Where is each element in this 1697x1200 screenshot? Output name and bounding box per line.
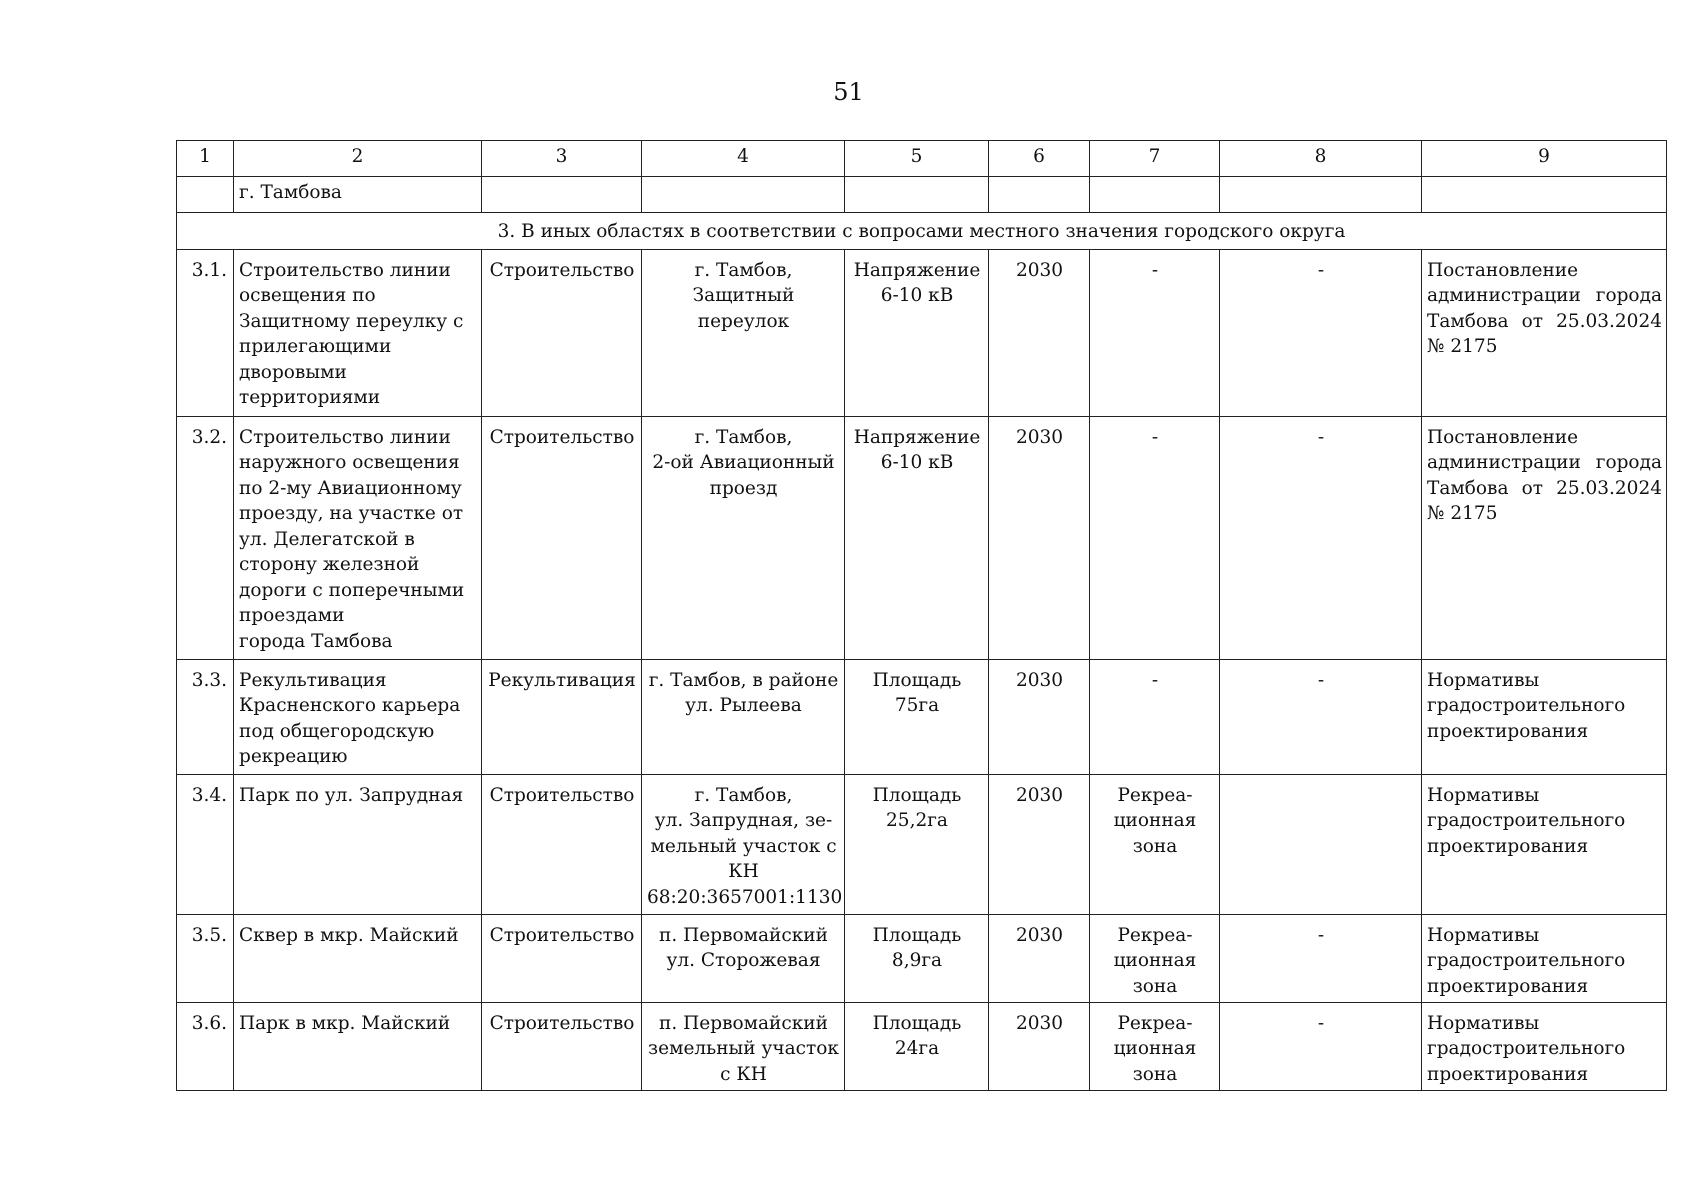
object-name-cell: г. Тамбова — [234, 177, 482, 213]
object-name-cell: Рекультивация Красненского карьера под общегородскую рекреацию — [234, 659, 482, 774]
empty-cell — [642, 177, 845, 213]
work-type-cell: Строительство — [482, 914, 642, 1002]
year-cell: 2030 — [989, 1002, 1090, 1090]
row-number-cell: 3.3. — [177, 659, 234, 774]
header-cell: 6 — [989, 141, 1090, 177]
characteristic-cell: Площадь 25,2га — [845, 774, 989, 914]
year-cell: 2030 — [989, 914, 1090, 1002]
column-8-cell: - — [1220, 659, 1422, 774]
table-row — [177, 1002, 1667, 1090]
column-8-cell — [1220, 774, 1422, 914]
year-cell: 2030 — [989, 249, 1090, 416]
page-number: 51 — [833, 78, 864, 106]
object-name-cell: Строительство линии наружного освещения по 2-му Авиационному проезду, на участке от ул. Делегатской в сторону железной дороги с поперечными проездами города Тамбова — [234, 416, 482, 659]
characteristic-cell: Площадь 75га — [845, 659, 989, 774]
work-type-cell: Строительство — [482, 249, 642, 416]
work-type-cell: Рекультивация — [482, 659, 642, 774]
empty-cell — [845, 177, 989, 213]
empty-cell — [1090, 177, 1220, 213]
row-number-cell: 3.1. — [177, 249, 234, 416]
section-title: 3. В иных областях в соответствии с вопросами местного значения городского округа — [177, 213, 1667, 250]
table-row — [177, 249, 1667, 416]
basis-cell: Нормативы градостроительного проектирования — [1422, 1002, 1667, 1090]
location-cell: г. Тамбов, 2-ой Авиационный проезд — [642, 416, 845, 659]
zone-cell: - — [1090, 249, 1220, 416]
location-cell: г. Тамбов, ул. Запрудная, зе- мельный участок с КН 68:20:3657001:1130 — [642, 774, 845, 914]
year-cell: 2030 — [989, 774, 1090, 914]
objects-table — [176, 140, 1667, 1091]
table-row — [177, 914, 1667, 1002]
header-cell: 3 — [482, 141, 642, 177]
empty-cell — [1422, 177, 1667, 213]
characteristic-cell: Напряжение 6-10 кВ — [845, 249, 989, 416]
characteristic-cell: Площадь 8,9га — [845, 914, 989, 1002]
zone-cell: - — [1090, 416, 1220, 659]
table-row — [177, 774, 1667, 914]
zone-cell: Рекреа- ционная зона — [1090, 914, 1220, 1002]
header-cell: 7 — [1090, 141, 1220, 177]
header-cell: 9 — [1422, 141, 1667, 177]
column-8-cell: - — [1220, 914, 1422, 1002]
location-cell: г. Тамбов, в районе ул. Рылеева — [642, 659, 845, 774]
characteristic-cell: Площадь 24га — [845, 1002, 989, 1090]
object-name-cell: Сквер в мкр. Майский — [234, 914, 482, 1002]
row-number-cell: 3.6. — [177, 1002, 234, 1090]
row-number-cell: 3.4. — [177, 774, 234, 914]
row-number-cell: 3.5. — [177, 914, 234, 1002]
location-cell: г. Тамбов, Защитный переулок — [642, 249, 845, 416]
column-8-cell: - — [1220, 416, 1422, 659]
basis-cell: Нормативы градостроительного проектирования — [1422, 774, 1667, 914]
section-row — [177, 213, 1667, 250]
table-row — [177, 659, 1667, 774]
empty-cell — [482, 177, 642, 213]
year-cell: 2030 — [989, 659, 1090, 774]
continuation-row — [177, 177, 1667, 213]
basis-cell: Нормативы градостроительного проектирования — [1422, 659, 1667, 774]
location-cell: п. Первомайский ул. Сторожевая — [642, 914, 845, 1002]
empty-cell — [1220, 177, 1422, 213]
characteristic-cell: Напряжение 6-10 кВ — [845, 416, 989, 659]
location-cell: п. Первомайский земельный участок с КН — [642, 1002, 845, 1090]
work-type-cell: Строительство — [482, 1002, 642, 1090]
column-8-cell: - — [1220, 1002, 1422, 1090]
object-name-cell: Парк в мкр. Майский — [234, 1002, 482, 1090]
header-cell: 5 — [845, 141, 989, 177]
table-row — [177, 416, 1667, 659]
zone-cell: Рекреа- ционная зона — [1090, 1002, 1220, 1090]
basis-cell: Постановление администрации города Тамбова от 25.03.2024 № 2175 — [1422, 249, 1667, 416]
row-number-cell: 3.2. — [177, 416, 234, 659]
object-name-cell: Строительство линии освещения по Защитному переулку с прилегающими дворовыми территориями — [234, 249, 482, 416]
zone-cell: - — [1090, 659, 1220, 774]
zone-cell: Рекреа- ционная зона — [1090, 774, 1220, 914]
empty-cell — [989, 177, 1090, 213]
basis-cell: Нормативы градостроительного проектирования — [1422, 914, 1667, 1002]
column-number-row — [177, 141, 1667, 177]
header-cell: 8 — [1220, 141, 1422, 177]
header-cell: 1 — [177, 141, 234, 177]
column-8-cell: - — [1220, 249, 1422, 416]
object-name-cell: Парк по ул. Запрудная — [234, 774, 482, 914]
work-type-cell: Строительство — [482, 774, 642, 914]
empty-cell — [177, 177, 234, 213]
header-cell: 2 — [234, 141, 482, 177]
work-type-cell: Строительство — [482, 416, 642, 659]
basis-cell: Постановление администрации города Тамбова от 25.03.2024 № 2175 — [1422, 416, 1667, 659]
year-cell: 2030 — [989, 416, 1090, 659]
header-cell: 4 — [642, 141, 845, 177]
